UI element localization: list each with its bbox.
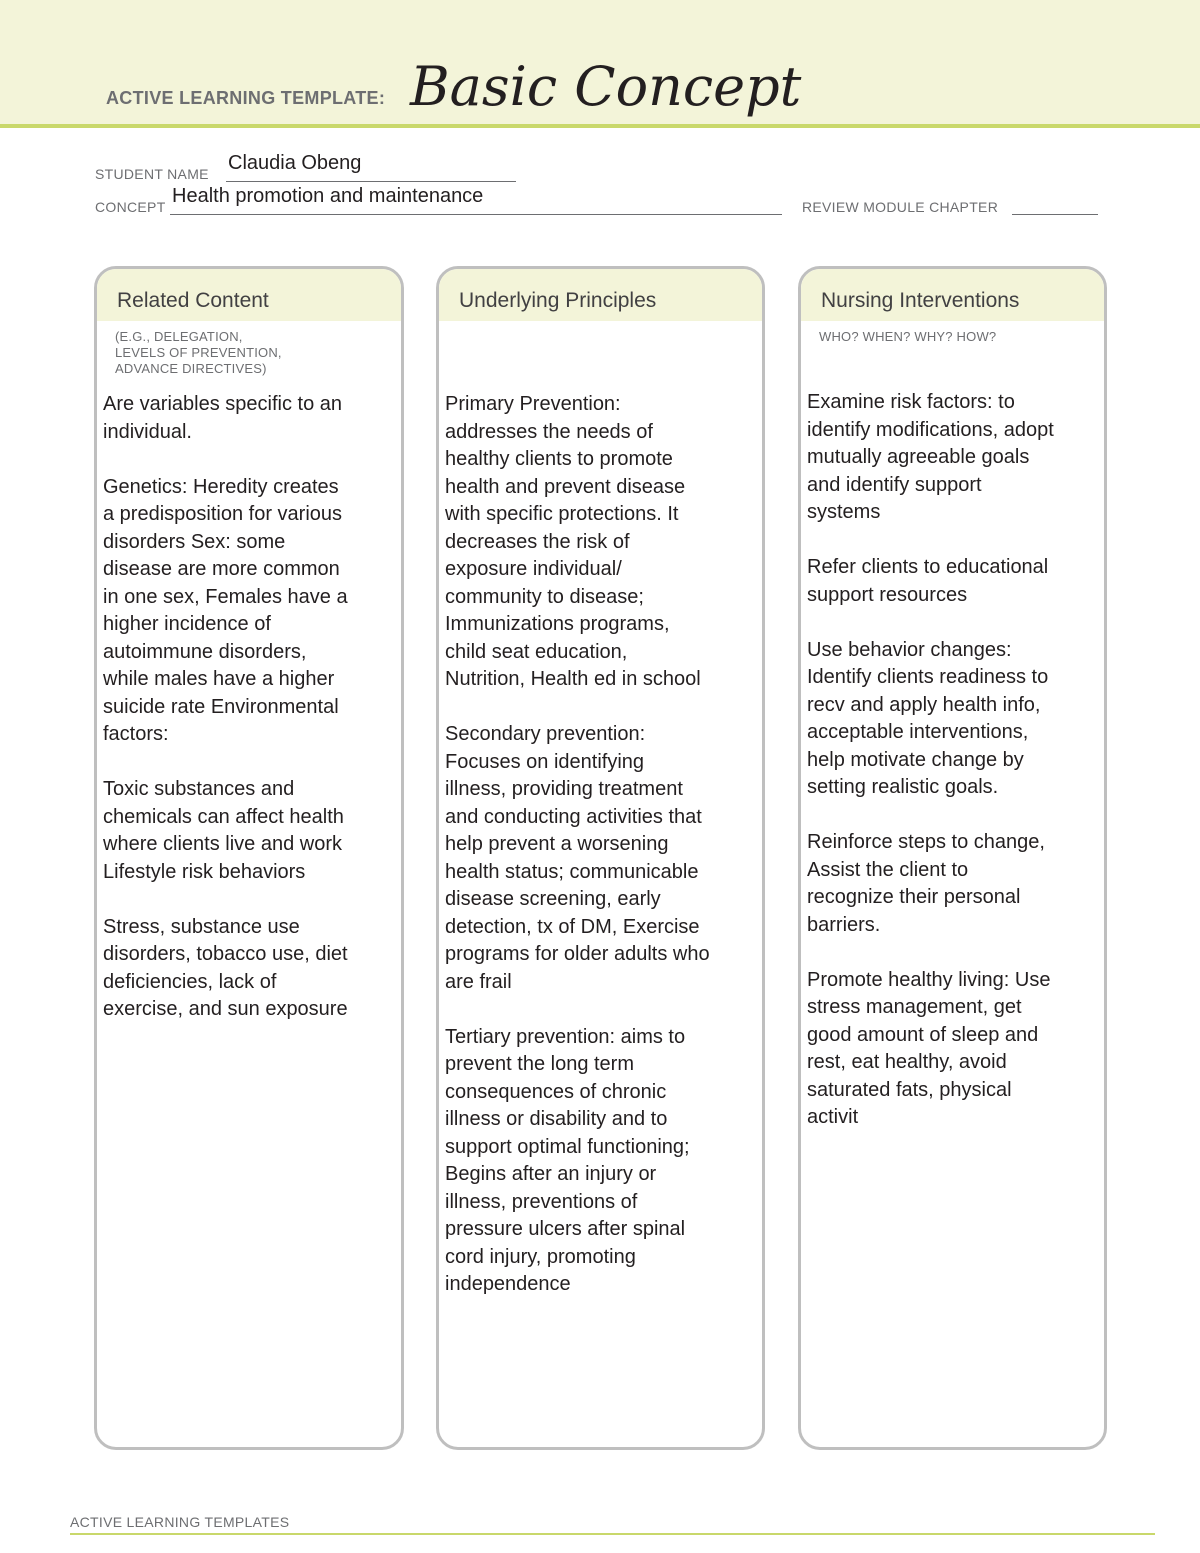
concept-line [170,214,782,215]
nursing-interventions-text[interactable]: Examine risk factors: to identify modifications, adopt mutually agreeable goals and identify support systems Refer clients to educational support resources Use behavior changes: Identify clients readiness to recv and apply health info, acceptable interventions, help motivate change by setting realistic goals. Reinforce steps to change, Assist the client to recognize their personal barriers. Promote healthy living: Use stress management, get good amount of sleep and rest, eat healthy, avoid saturated fats, physical activit [807,391,1054,1128]
underlying-principles-heading: Underlying Principles [439,269,762,321]
related-content-text[interactable]: Are variables specific to an individual. Genetics: Heredity creates a predisposition for various disorders Sex: some disease are more common in one sex, Females have a higher incidence of autoimmune disorders, while males have a higher suicide rate Environmental factors: Toxic substances and chemicals can affect health where clients live and work Lifestyle risk behaviors Stress, substance use disorders, tobacco use, diet deficiencies, lack of exercise, and sun exposure [103,393,348,1020]
student-name-field[interactable]: Claudia Obeng [228,152,362,174]
student-name-label: STUDENT NAME [95,166,209,182]
nursing-interventions-box [798,266,1107,1450]
student-name-line [226,181,516,182]
footer-rule [70,1533,1155,1535]
nursing-interventions-heading: Nursing Interventions [801,269,1104,321]
review-module-field[interactable] [1012,214,1098,215]
underlying-principles-text[interactable]: Primary Prevention: addresses the needs of healthy clients to promote health and prevent disease with specific protections. It decreases the risk of exposure individual/ community to disease; Immunizations programs, child seat education, Nutrition, Health ed in school Secondary prevention: Focuses on identifying illness, providing treatment and conducting activities that help prevent a worsening health status; communicable disease screening, early detection, tx of DM, Exercise programs for older adults who are frail Tertiary prevention: aims to prevent the long term consequences of chronic illness or disability and to support optimal functioning; Begins after an injury or illness, preventions of pressure ulcers after spinal cord injury, promoting independence [445,393,710,1295]
nursing-interventions-hint: WHO? WHEN? WHY? HOW? [819,329,997,344]
related-content-hint: (E.G., DELEGATION, LEVELS OF PREVENTION, ADVANCE DIRECTIVES) [115,329,282,376]
footer-label: ACTIVE LEARNING TEMPLATES [70,1514,290,1530]
review-module-label: REVIEW MODULE CHAPTER [802,199,999,215]
concept-label: CONCEPT [95,199,166,215]
underlying-principles-box [436,266,765,1450]
concept-field[interactable]: Health promotion and maintenance [172,185,484,207]
page-title: Basic Concept [410,55,802,118]
related-content-heading: Related Content [97,269,401,321]
related-content-box [94,266,404,1450]
template-label: ACTIVE LEARNING TEMPLATE: [106,88,386,108]
